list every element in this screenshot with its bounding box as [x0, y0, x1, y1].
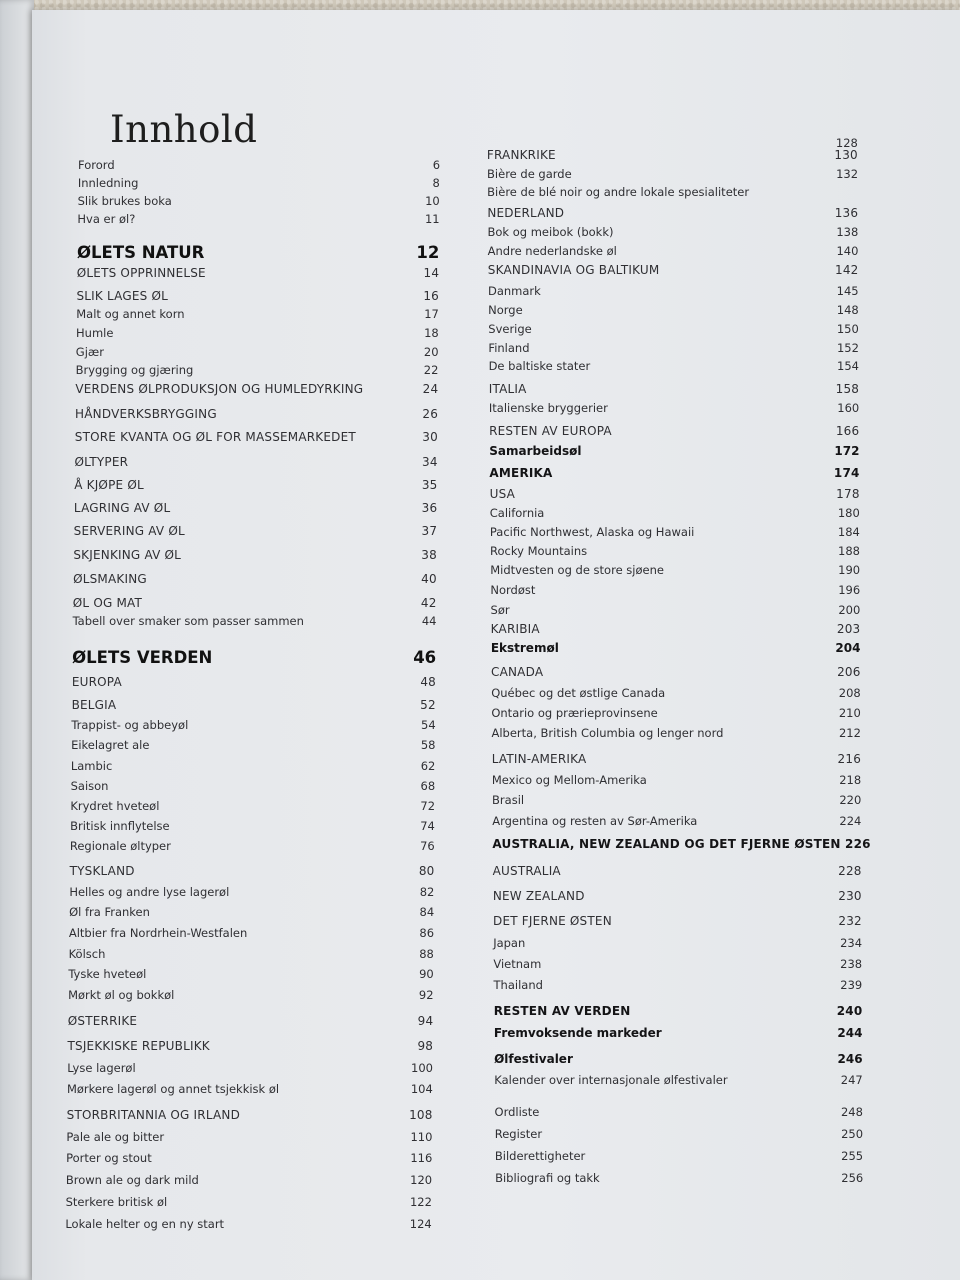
left-toc-entry [70, 817, 435, 835]
right-toc-entry [489, 357, 859, 375]
right-toc-entry [492, 750, 861, 768]
toc-entry-page-number: 122 [409, 1195, 432, 1209]
left-toc-entry [70, 837, 435, 855]
toc-entry-title: TYSKLAND [69, 864, 135, 878]
toc-entry-title: Italienske bryggerier [488, 401, 608, 415]
left-toc-entry [74, 476, 437, 494]
toc-entry-title: Britisk innflytelse [70, 819, 170, 833]
right-toc-entry [490, 523, 860, 541]
toc-entry-page-number: 72 [420, 799, 436, 813]
right-toc-entry [495, 1103, 863, 1121]
left-toc-entry [76, 361, 439, 379]
toc-entry-title: Bière de garde [487, 167, 572, 181]
left-toc-entry [77, 242, 439, 264]
right-toc-entry [487, 204, 858, 222]
left-toc-entry [74, 499, 437, 517]
toc-entry-page-number: 16 [423, 289, 439, 303]
toc-entry-page-number: 20 [423, 345, 439, 359]
left-toc-entry [72, 696, 436, 714]
toc-entry-title: Andre nederlandske øl [487, 244, 617, 258]
toc-entry-title: DET FJERNE ØSTEN [493, 914, 612, 928]
toc-entry-page-number: 26 [422, 407, 439, 421]
left-toc-entry [76, 343, 439, 361]
left-toc-entry [76, 324, 439, 342]
toc-entry-page-number: 58 [420, 738, 436, 752]
facing-page-edge [0, 0, 34, 1280]
toc-entry-page-number: 82 [419, 885, 435, 899]
toc-entry-title: Rocky Mountains [490, 544, 588, 558]
toc-entry-title: Humle [76, 326, 114, 340]
left-toc-entry [76, 305, 439, 323]
toc-entry-title: EUROPA [71, 675, 122, 689]
toc-entry-page-number: 120 [410, 1173, 433, 1187]
toc-entry-page-number: 152 [836, 341, 859, 355]
right-toc-entry [488, 301, 859, 319]
toc-entry-title: Norge [488, 303, 523, 317]
toc-entry-page-number: 62 [420, 759, 436, 773]
left-toc-entry [66, 1193, 432, 1211]
right-toc-entry [495, 1125, 863, 1143]
left-toc-entry [73, 594, 437, 612]
left-toc-entry [72, 673, 436, 691]
left-toc-entry [78, 192, 440, 210]
toc-entry-title: ØLTYPER [74, 455, 129, 469]
toc-entry-page-number: 17 [424, 307, 439, 321]
toc-entry-page-number: 132 [836, 167, 859, 181]
toc-entry-title: Vietnam [493, 957, 542, 971]
toc-entry-title: Mørkt øl og bokkøl [68, 988, 175, 1002]
left-toc-entry [69, 883, 434, 901]
toc-entry-page-number: 142 [834, 263, 859, 277]
left-toc-entry [75, 428, 438, 446]
toc-entry-title: Finland [488, 341, 530, 355]
left-toc-entry [68, 986, 433, 1004]
toc-entry-page-number: 232 [838, 914, 862, 928]
left-toc-entry [73, 612, 437, 630]
toc-entry-page-number: 40 [421, 572, 437, 586]
toc-entry-title: Bok og meibok (bokk) [487, 225, 614, 239]
left-toc-entry [65, 1215, 431, 1233]
toc-entry-page-number: 203 [836, 622, 861, 636]
left-toc-entry [72, 647, 436, 669]
right-toc-entry [490, 581, 860, 599]
toc-entry-page-number: 92 [418, 988, 434, 1002]
toc-entry-title: Japan [493, 936, 526, 950]
toc-entry-title: Argentina og resten av Sør-Amerika [492, 814, 698, 828]
toc-entry-page-number: 238 [840, 957, 863, 971]
toc-entry-page-number: 140 [836, 244, 859, 258]
toc-entry-title: Ordliste [494, 1105, 540, 1119]
left-toc-entry [74, 453, 437, 471]
toc-entry-title: SERVERING AV ØL [73, 524, 185, 538]
toc-entry-title: Altbier fra Nordrhein-Westfalen [68, 926, 248, 940]
toc-entry-page-number: 138 [836, 225, 859, 239]
toc-entry-title: Eikelagret ale [71, 738, 150, 752]
toc-entry-page-number: 35 [421, 478, 438, 492]
left-toc-entry [67, 1037, 433, 1055]
left-toc-entry [71, 736, 435, 754]
toc-entry-title: Slik brukes boka [77, 194, 172, 208]
toc-entry-title: Bière de blé noir og andre lokale spesialiteter [487, 185, 750, 199]
toc-entry-title: Kölsch [68, 947, 106, 961]
toc-entry-page-number: 94 [417, 1014, 434, 1028]
right-toc-entry [494, 1002, 863, 1020]
toc-entry-title: Porter og stout [66, 1151, 152, 1165]
left-toc-entry [77, 264, 439, 282]
toc-entry-page-number: 12 [416, 243, 440, 262]
right-toc-entry [488, 242, 859, 260]
right-toc-entry [492, 771, 861, 789]
toc-entry-title: Tabell over smaker som passer sammen [72, 614, 304, 628]
toc-entry-title: Québec og det østlige Canada [491, 686, 666, 700]
toc-entry-page-number: 200 [838, 603, 861, 617]
toc-entry-title: Bilderettigheter [494, 1149, 586, 1163]
right-toc-entry [488, 339, 858, 357]
toc-entry-title: Midtvesten og de store sjøene [490, 563, 664, 577]
left-toc-entry [69, 924, 434, 942]
toc-entry-title: SKANDINAVIA OG BALTIKUM [487, 263, 660, 277]
right-toc-entry [493, 887, 862, 905]
toc-entry-page-number: 172 [834, 444, 860, 458]
toc-entry-page-number: 104 [410, 1082, 433, 1096]
left-toc-entry [78, 156, 440, 174]
toc-entry-page-number: 244 [837, 1026, 863, 1040]
toc-entry-page-number: 48 [420, 675, 436, 689]
toc-entry-page-number: 37 [421, 524, 438, 538]
toc-entry-page-number: 158 [835, 382, 860, 396]
page-title: Innhold [110, 108, 258, 151]
toc-entry-title: Malt og annet korn [76, 307, 185, 321]
toc-entry-page-number: 216 [837, 752, 862, 766]
left-toc-entry [68, 965, 433, 983]
right-toc-entry [487, 165, 858, 183]
toc-entry-title: Innledning [77, 176, 139, 190]
toc-entry-page-number: 110 [410, 1130, 433, 1144]
right-toc-entry [493, 934, 862, 952]
toc-entry-title: Sør [490, 603, 510, 617]
toc-entry-title: Saison [70, 779, 109, 793]
right-toc-entry [489, 422, 859, 440]
left-toc-entry [68, 1012, 434, 1030]
right-toc-entry [492, 724, 861, 742]
toc-entry-title: Ølfestivaler [494, 1052, 573, 1066]
toc-entry-title: Krydret hveteøl [70, 799, 160, 813]
right-toc-entry [490, 504, 860, 522]
toc-entry-title: Nordøst [490, 583, 536, 597]
toc-entry-page-number: 52 [420, 698, 436, 712]
toc-entry-title: Pacific Northwest, Alaska og Hawaii [489, 525, 695, 539]
toc-entry-page-number: 204 [835, 641, 861, 655]
toc-entry-page-number: 44 [421, 614, 437, 628]
toc-entry-title: Forord [78, 158, 115, 172]
toc-entry-title: STORBRITANNIA OG IRLAND [66, 1108, 241, 1122]
toc-entry-page-number: 42 [420, 596, 437, 610]
right-toc-entry [492, 812, 861, 830]
left-toc-entry [66, 1128, 432, 1146]
toc-entry-page-number: 160 [837, 401, 860, 415]
toc-entry-title: RESTEN AV EUROPA [489, 424, 612, 438]
right-toc-entry [493, 862, 862, 880]
toc-entry-title: Brygging og gjæring [75, 363, 194, 377]
right-toc-entry [488, 320, 859, 338]
toc-entry-title: USA [489, 487, 516, 501]
toc-entry-title: Trappist- og abbeyøl [71, 718, 189, 732]
left-toc-entry [73, 546, 437, 564]
toc-entry-title: Kalender over internasjonale ølfestivaler [494, 1073, 728, 1087]
toc-entry-page-number: 124 [409, 1217, 432, 1231]
toc-entry-page-number: 230 [838, 889, 862, 903]
toc-entry-page-number: 136 [834, 206, 859, 220]
left-toc-entry [75, 380, 438, 398]
toc-entry-title: AUSTRALIA, NEW ZEALAND OG DET FJERNE ØSTEN [492, 837, 841, 851]
toc-entry-page-number: 86 [419, 926, 435, 940]
toc-entry-title: AMERIKA [489, 466, 553, 480]
right-toc-entry [492, 791, 861, 809]
toc-entry-page-number: 10 [425, 194, 440, 208]
toc-entry-title: ØSTERRIKE [67, 1014, 138, 1028]
toc-entry-page-number: 98 [417, 1039, 434, 1053]
toc-entry-page-number: 46 [413, 648, 437, 667]
right-toc-entry [493, 912, 862, 930]
toc-entry-title: LAGRING AV ØL [73, 501, 171, 515]
right-toc-entry [491, 704, 860, 722]
right-toc-entry [487, 183, 858, 201]
toc-entry-page-number: 196 [838, 583, 861, 597]
toc-entry-page-number: 247 [840, 1073, 863, 1087]
left-toc-entry [78, 174, 440, 192]
toc-entry-page-number: 256 [841, 1171, 864, 1185]
toc-entry-page-number: 148 [836, 303, 859, 317]
left-toc-entry [73, 570, 437, 588]
toc-entry-title: Øl fra Franken [69, 905, 150, 919]
toc-entry-page-number: 54 [421, 718, 436, 732]
toc-entry-page-number: 84 [419, 905, 435, 919]
right-toc-entry [491, 620, 861, 638]
toc-entry-title: CANADA [491, 665, 544, 679]
toc-entry-page-number: 206 [837, 665, 861, 679]
toc-entry-page-number: 88 [419, 947, 434, 961]
toc-entry-title: Sterkere britisk øl [65, 1195, 168, 1209]
toc-entry-title: Bibliografi og takk [495, 1171, 600, 1185]
left-toc-entry [67, 1059, 433, 1077]
toc-entry-title: Gjær [75, 345, 104, 359]
toc-entry-page-number: 190 [838, 563, 861, 577]
toc-entry-page-number: 174 [833, 466, 860, 480]
left-toc-entry [71, 757, 436, 775]
toc-entry-page-number: 108 [409, 1108, 433, 1122]
right-toc-entry [494, 1024, 863, 1042]
toc-entry-title: Mørkere lagerøl og annet tsjekkisk øl [66, 1082, 280, 1096]
toc-entry-title: VERDENS ØLPRODUKSJON OG HUMLEDYRKING [75, 382, 364, 396]
toc-entry-page-number: 208 [838, 686, 861, 700]
toc-entry-title: Mexico og Mellom-Amerika [491, 773, 647, 787]
right-toc-entry [487, 146, 858, 164]
toc-entry-page-number: 166 [835, 424, 860, 438]
toc-entry-page-number: 128 [835, 136, 858, 150]
left-toc-entry [67, 1106, 433, 1124]
toc-entry-page-number: 218 [839, 773, 862, 787]
toc-entry-title: LATIN-AMERIKA [491, 752, 587, 766]
toc-entry-page-number: 145 [836, 284, 859, 298]
toc-entry-page-number: 228 [838, 864, 862, 878]
right-toc-entry [495, 1147, 863, 1165]
toc-entry-title: Register [494, 1127, 543, 1141]
toc-entry-title: NEDERLAND [487, 206, 565, 220]
left-toc-entry [69, 945, 434, 963]
toc-entry-title: TSJEKKISKE REPUBLIKK [67, 1039, 210, 1053]
toc-entry-page-number: 180 [837, 506, 860, 520]
right-toc-entry [491, 639, 861, 657]
left-toc-entry [76, 287, 439, 305]
toc-entry-page-number: 154 [837, 359, 859, 373]
toc-entry-page-number: 150 [836, 322, 859, 336]
right-toc-entry [492, 835, 871, 853]
toc-entry-title: SLIK LAGES ØL [76, 289, 168, 303]
toc-entry-title: BELGIA [71, 698, 117, 712]
toc-entry-title: Tyske hveteøl [68, 967, 147, 981]
toc-entry-title: ØLSMAKING [73, 572, 147, 586]
toc-entry-page-number: 130 [834, 148, 858, 162]
right-toc-entry [494, 1050, 863, 1068]
right-toc-entry [493, 955, 862, 973]
left-toc-entry [74, 522, 438, 540]
right-toc-entry [489, 399, 859, 417]
right-toc-entry [491, 663, 861, 681]
toc-entry-title: RESTEN AV VERDEN [493, 1004, 631, 1018]
toc-entry-page-number: 38 [421, 548, 437, 562]
toc-entry-title: FRANKRIKE [486, 148, 556, 162]
toc-entry-page-number: 116 [410, 1151, 433, 1165]
toc-entry-page-number: 178 [836, 487, 860, 501]
toc-entry-title: Brasil [492, 793, 525, 807]
toc-entry-page-number: 100 [411, 1061, 433, 1075]
toc-entry-title: Regionale øltyper [69, 839, 171, 853]
toc-entry-title: Helles og andre lyse lagerøl [69, 885, 230, 899]
right-toc-entry [494, 976, 863, 994]
toc-entry-title: ITALIA [488, 382, 527, 396]
left-toc-entry [66, 1171, 432, 1189]
toc-entry-page-number: 250 [841, 1127, 864, 1141]
toc-entry-title: Lyse lagerøl [67, 1061, 136, 1075]
left-toc-entry [75, 405, 438, 423]
toc-entry-title: Hva er øl? [77, 212, 136, 226]
toc-entry-page-number: 90 [419, 967, 434, 981]
toc-entry-title: ØL OG MAT [72, 596, 143, 610]
toc-entry-page-number: 22 [423, 363, 439, 377]
toc-entry-page-number: 30 [422, 430, 438, 444]
toc-entry-page-number: 188 [838, 544, 860, 558]
toc-entry-title: HÅNDVERKSBRYGGING [75, 407, 217, 421]
right-toc-entry [490, 485, 860, 503]
toc-entry-title: Lokale helter og en ny start [65, 1217, 225, 1231]
toc-entry-title: Thailand [493, 978, 543, 992]
toc-entry-page-number: 18 [424, 326, 439, 340]
toc-entry-page-number: 224 [839, 814, 862, 828]
toc-entry-title: Alberta, British Columbia og lenger nord [491, 726, 724, 740]
toc-entry-title: ØLETS NATUR [77, 243, 205, 262]
toc-entry-title: Sverige [488, 322, 532, 336]
right-toc-entry [488, 261, 859, 279]
toc-entry-page-number: 226 [845, 837, 871, 851]
left-toc-entry [71, 716, 435, 734]
toc-entry-page-number: 184 [837, 525, 860, 539]
left-toc-entry [70, 797, 435, 815]
toc-entry-page-number: 14 [423, 266, 440, 280]
toc-entry-page-number: 11 [424, 212, 440, 226]
toc-entry-page-number: 76 [420, 839, 435, 853]
toc-entry-title: Pale ale og bitter [66, 1130, 165, 1144]
toc-entry-title: Fremvoksende markeder [493, 1026, 662, 1040]
toc-entry-title: Lambic [70, 759, 113, 773]
toc-entry-title: SKJENKING AV ØL [73, 548, 182, 562]
toc-entry-page-number: 210 [838, 706, 861, 720]
toc-entry-title: Brown ale og dark mild [65, 1173, 199, 1187]
toc-entry-title: ØLETS OPPRINNELSE [76, 266, 206, 280]
toc-entry-title: Ontario og prærieprovinsene [491, 706, 658, 720]
left-toc-entry [71, 777, 436, 795]
toc-entry-title: STORE KVANTA OG ØL FOR MASSEMARKEDET [74, 430, 356, 444]
left-toc-entry [70, 862, 435, 880]
toc-entry-title: De baltiske stater [488, 359, 591, 373]
right-toc-entry [488, 223, 859, 241]
right-toc-entry [489, 442, 859, 460]
toc-entry-page-number: 74 [420, 819, 435, 833]
toc-entry-title: KARIBIA [490, 622, 540, 636]
right-toc-entry [490, 542, 860, 560]
toc-entry-title: Å KJØPE ØL [74, 478, 144, 492]
toc-entry-page-number: 239 [840, 978, 863, 992]
toc-entry-page-number: 68 [420, 779, 436, 793]
toc-entry-page-number: 248 [840, 1105, 863, 1119]
toc-entry-title: Danmark [487, 284, 541, 298]
toc-entry-page-number: 34 [422, 455, 438, 469]
right-toc-entry [490, 561, 860, 579]
toc-entry-title: California [489, 506, 545, 520]
right-toc-entry [488, 282, 859, 300]
toc-entry-title: AUSTRALIA [492, 864, 561, 878]
right-toc-entry [489, 464, 859, 482]
left-toc-entry [66, 1149, 432, 1167]
toc-entry-page-number: 220 [839, 793, 862, 807]
right-toc-entry [489, 380, 859, 398]
toc-entry-page-number: 8 [432, 176, 440, 190]
toc-entry-title: Ekstremøl [490, 641, 559, 655]
toc-entry-page-number: 255 [841, 1149, 864, 1163]
toc-entry-page-number: 212 [838, 726, 861, 740]
toc-entry-page-number: 80 [418, 864, 435, 878]
right-toc-entry [494, 1071, 862, 1089]
toc-entry-page-number: 36 [421, 501, 438, 515]
left-toc-entry [69, 903, 434, 921]
toc-entry-title: ØLETS VERDEN [72, 648, 213, 667]
left-toc-entry [77, 210, 439, 228]
toc-entry-page-number: 6 [432, 158, 441, 172]
right-toc-entry [495, 1169, 863, 1187]
right-toc-entry [491, 601, 861, 619]
toc-entry-page-number: 246 [837, 1052, 863, 1066]
toc-entry-page-number: 24 [422, 382, 439, 396]
left-toc-entry [67, 1080, 433, 1098]
toc-entry-title: NEW ZEALAND [492, 889, 585, 903]
book-page [32, 10, 960, 1280]
toc-entry-page-number: 240 [836, 1004, 863, 1018]
toc-entry-page-number: 234 [840, 936, 863, 950]
toc-entry-title: Samarbeidsøl [489, 444, 582, 458]
right-toc-entry [491, 684, 861, 702]
